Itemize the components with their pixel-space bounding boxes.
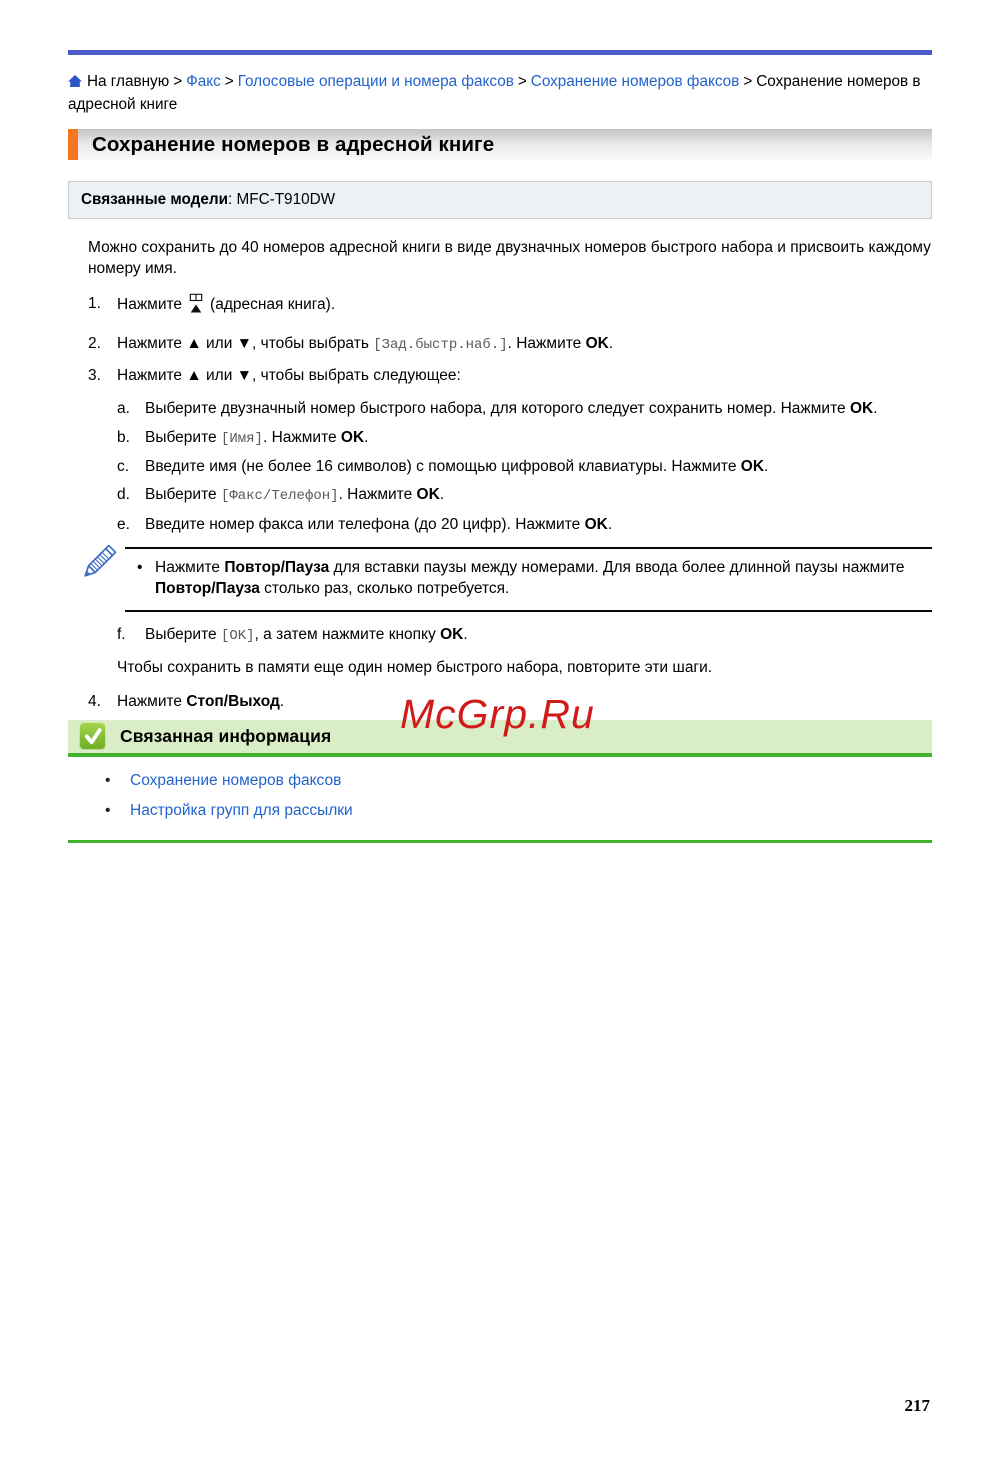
section-end-divider [68,840,932,843]
page-title: Сохранение номеров в адресной книге [92,132,495,156]
breadcrumb-current-page: Сохранение номеров в адресной книге [68,73,921,113]
breadcrumb-separator: > [173,73,183,90]
step-1 [68,293,932,320]
substep-text: Введите номер факса или телефона (до 20 цифр). Нажмите OK. [145,515,613,533]
manual-page [0,50,1000,843]
breadcrumb-link-fax[interactable]: Факс [186,73,221,90]
substep-letter: e. [117,515,130,533]
substep-b [97,427,932,449]
related-models-value: : MFC-T910DW [227,191,336,209]
link-bullet: • [105,802,111,820]
breadcrumb [68,71,932,115]
substep-letter: c. [117,458,130,476]
pencil-icon [82,541,118,585]
related-link-row [68,770,932,791]
substep-letter: d. [117,486,130,504]
step-number: 1. [88,295,101,313]
step-text: Нажмите Стоп/Выход. [117,692,285,710]
step-text-post: (адресная книга). [210,296,336,314]
breadcrumb-link-voice-operations[interactable]: Голосовые операции и номера факсов [237,73,514,90]
breadcrumb-separator: > [743,73,753,90]
substep-text: Введите имя (не более 16 символов) с помощью цифровой клавиатуры. Нажмите OK. [145,458,769,476]
breadcrumb-home[interactable] [68,73,169,90]
substep-text: Выберите [Имя]. Нажмите OK. [145,428,369,447]
note-content [135,557,926,600]
note-bullet: • [137,559,143,577]
step-number: 3. [88,366,101,384]
substep-list [68,398,932,535]
home-icon [68,72,82,94]
related-link-broadcast-groups[interactable]: Настройка групп для рассылки [130,802,353,820]
step-3 [68,365,932,386]
step-2 [68,333,932,355]
link-bullet: • [105,771,111,789]
related-models-box [68,181,932,218]
top-divider [68,50,932,55]
substep-text: Выберите [Факс/Телефон]. Нажмите OK. [145,486,445,505]
page-number: 217 [904,1395,930,1415]
repeat-hint: Чтобы сохранить в памяти еще один номер быстрого набора, повторите эти шаги. [117,659,713,677]
substep-e [97,514,932,535]
substep-letter: b. [117,428,130,446]
substep-text: Выберите [OK], а затем нажмите кнопку OK. [145,625,468,644]
step-text [117,293,932,320]
substep-d [97,484,932,506]
substep-a [97,398,932,419]
step-text: Нажмите ▲ или ▼, чтобы выбрать следующее: [117,366,461,384]
step-number: 2. [88,334,101,352]
related-info-title: Связанная информация [120,726,332,747]
related-link-storing-fax-numbers[interactable]: Сохранение номеров факсов [130,771,342,789]
watermark: McGrp.Ru [400,690,595,737]
step-number: 4. [88,692,101,710]
intro-paragraph: Можно сохранить до 40 номеров адресной книги в виде двузначных номеров быстрого набора и присвоить каждому номеру имя. [88,238,931,277]
related-models-label: Связанные модели [81,191,228,209]
breadcrumb-home-label: На главную [87,73,170,90]
checkmark-icon [79,722,106,750]
note-box [125,547,932,612]
page-title-bar [68,129,932,160]
substep-letter: f. [117,625,126,643]
substep-f [68,624,932,646]
substep-text: Выберите двузначный номер быстрого набора, для которого следует сохранить номер. Нажмите OK. [145,400,878,418]
breadcrumb-separator: > [517,73,527,90]
title-accent-bar [68,129,78,160]
related-link-row [68,800,932,821]
breadcrumb-separator: > [224,73,234,90]
substep-c [97,456,932,477]
step-text-pre: Нажмите [117,296,183,314]
address-book-icon [189,293,203,320]
substep-letter: a. [117,400,130,418]
step-text: Нажмите ▲ или ▼, чтобы выбрать [Зад.быстр.наб.]. Нажмите OK. [117,334,614,353]
breadcrumb-link-storing-fax-numbers[interactable]: Сохранение номеров факсов [530,73,740,90]
note-text: Нажмите Повтор/Пауза для вставки паузы между номерами. Для ввода более длинной паузы нажмите Повтор/Пауза столько раз, сколько потребуется. [155,559,905,598]
